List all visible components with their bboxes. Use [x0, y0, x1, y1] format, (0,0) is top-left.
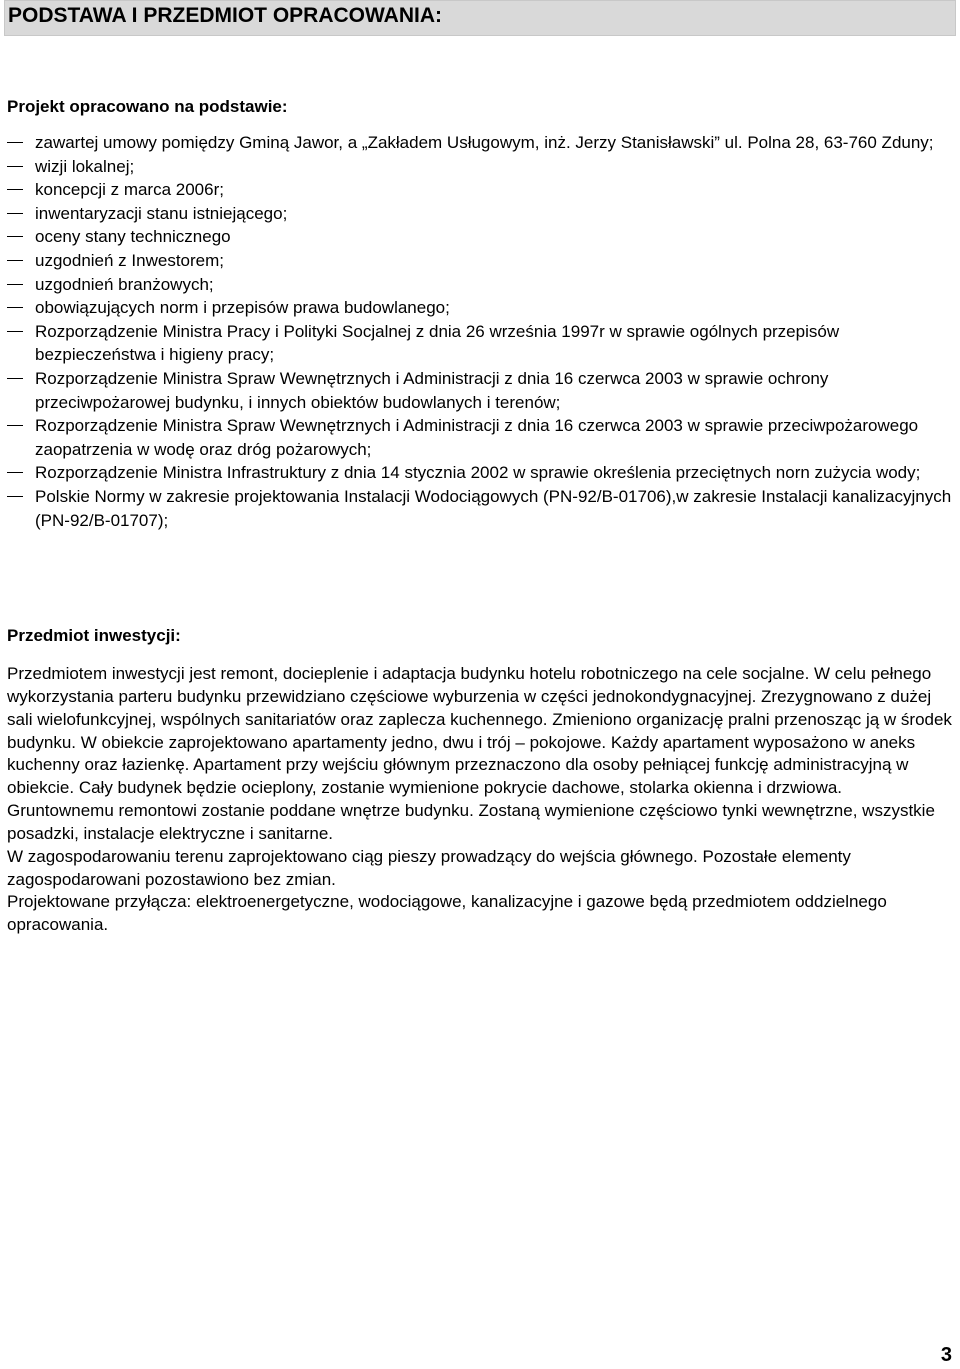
- investment-heading: [7, 625, 181, 647]
- basis-heading: [7, 96, 288, 118]
- list-item-text: koncepcji z marca 2006r;: [35, 180, 224, 200]
- page-number: 3: [940, 1344, 952, 1366]
- list-item: [0, 249, 952, 273]
- list-item-text: Polskie Normy w zakresie projektowania Instalacji Wodociągowych (PN-92/B-01706),w zakresie Instalacji kanalizacyjnych (PN-92/B-01707);: [35, 486, 952, 530]
- list-item-text: uzgodnień branżowych;: [35, 274, 214, 294]
- dash-bullet-icon: [7, 213, 23, 214]
- dash-bullet-icon: [7, 472, 23, 473]
- list-item-text: obowiązujących norm i przepisów prawa budowlanego;: [35, 298, 450, 318]
- list-item: [0, 202, 952, 226]
- section-header-bar: [4, 0, 956, 36]
- dash-bullet-icon: [7, 425, 23, 426]
- list-item: [0, 320, 952, 367]
- list-item: [0, 178, 952, 202]
- list-item-text: inwentaryzacji stanu istniejącego;: [35, 203, 288, 223]
- list-item-text: Rozporządzenie Ministra Infrastruktury z dnia 14 stycznia 2002 w sprawie określenia przeciętnych norn zużycia wody;: [35, 463, 921, 483]
- list-item: [0, 225, 952, 249]
- document-title: PODSTAWA I PRZEDMIOT OPRACOWANIA:: [8, 4, 442, 27]
- list-item-text: wizji lokalnej;: [35, 156, 135, 176]
- list-item: [0, 131, 952, 155]
- dash-bullet-icon: [7, 189, 23, 190]
- dash-bullet-icon: [7, 307, 23, 308]
- list-item: [0, 414, 952, 461]
- list-item-text: Rozporządzenie Ministra Spraw Wewnętrznych i Administracji z dnia 16 czerwca 2003 w sprawie przeciwpożarowego zaopatrzenia w wodę oraz dróg pożarowych;: [35, 416, 919, 459]
- list-item: [0, 461, 952, 485]
- paragraph: W zagospodarowaniu terenu zaprojektowano ciąg pieszy prowadzący do wejścia głównego. Pozostałe elementy zagospodarowani pozostawiono bez zmian.: [7, 846, 851, 889]
- basis-heading-label: Projekt opracowano na podstawie: [7, 97, 282, 116]
- list-item-text: oceny stany technicznego: [35, 227, 231, 247]
- paragraph: Przedmiotem inwestycji jest remont, docieplenie i adaptacja budynku hotelu robotniczego na cele socjalne. W celu pełnego wykorzystania parteru budynku przewidziano częściowe wyburzenia w części jednokondygnacyjnej. Zrezygnowano z dużej sali wielofunkcyjnej, wspólnych sanitariatów oraz zaplecza kuchennego. Zmieniono organizację pralni przenosząc ją w środek budynku. W obiekcie zaprojektowano apartamenty jedno, dwu i trój – pokojowe. Każdy apartament wyposażono w aneks kuchenny oraz łazienkę. Apartament przy wejściu głównym przeznaczono dla osoby pełniącej funkcję administracyjną w obiekcie. Cały budynek będzie ocieplony, zostanie wymienione pokrycie dachowe, stolarka okienna i drzwiowa. Gruntownemu remontowi zostanie poddane wnętrze budynku. Zostaną wymienione częściowo tynki wewnętrzne, wszystkie posadzki, instalacje elektryczne i sanitarne.: [7, 664, 952, 843]
- list-item: [0, 367, 952, 414]
- dash-bullet-icon: [7, 331, 23, 332]
- dash-bullet-icon: [7, 142, 23, 143]
- list-item: [0, 273, 952, 297]
- dash-bullet-icon: [7, 496, 23, 497]
- list-item: [0, 296, 952, 320]
- list-item: [0, 155, 952, 179]
- investment-heading-label: Przedmiot inwestycji:: [7, 626, 181, 645]
- dash-bullet-icon: [7, 284, 23, 285]
- dash-bullet-icon: [7, 236, 23, 237]
- investment-description: [7, 663, 952, 937]
- list-item-text: zawartej umowy pomiędzy Gminą Jawor, a „Zakładem Usługowym, inż. Jerzy Stanisławski” ul. Polna 28, 63-760 Zduny;: [35, 133, 934, 152]
- paragraph: Projektowane przyłącza: elektroenergetyczne, wodociągowe, kanalizacyjne i gazowe będą przedmiotem oddzielnego opracowania.: [7, 892, 887, 935]
- basis-heading-colon: :: [281, 97, 288, 116]
- list-item-text: uzgodnień z Inwestorem;: [35, 250, 224, 270]
- dash-bullet-icon: [7, 378, 23, 379]
- dash-bullet-icon: [7, 166, 23, 167]
- list-item: [0, 485, 952, 532]
- basis-list: [0, 131, 952, 532]
- dash-bullet-icon: [7, 260, 23, 261]
- list-item-text: Rozporządzenie Ministra Spraw Wewnętrznych i Administracji z dnia 16 czerwca 2003 w sprawie ochrony przeciwpożarowej budynku, i innych obiektów budowlanych i terenów;: [35, 368, 829, 412]
- list-item-text: Rozporządzenie Ministra Pracy i Polityki Socjalnej z dnia 26 września 1997r w sprawie ogólnych przepisów bezpieczeństwa i higieny pracy;: [35, 321, 840, 365]
